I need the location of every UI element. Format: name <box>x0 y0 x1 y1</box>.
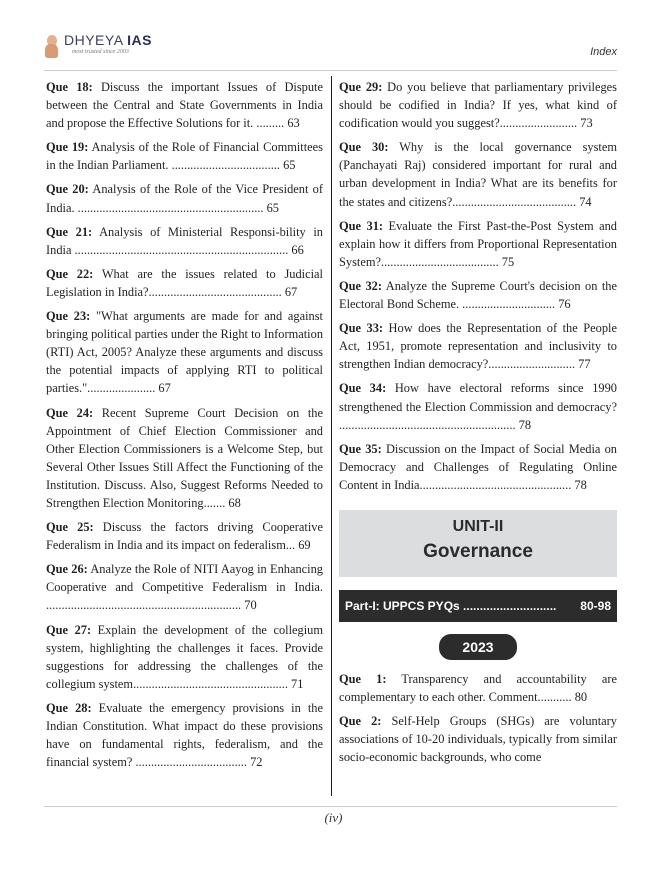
question-number: Que 21: <box>46 224 93 239</box>
left-column <box>46 78 323 777</box>
question-text: Self-Help Groups (SHGs) are voluntary associations of 10-20 individuals, typically from similar socio-economic backgrounds, who come <box>339 714 617 765</box>
question-text: Recent Supreme Court Decision on the Appointment of Chief Election Commissioner and Other Election Commissioners is a Welcome Step, but Several Other Issues Still Affect the Functioning of the Institution. Discuss. Also, Suggest Reforms Needed to Strengthen Election Monitoring....... 68 <box>46 405 323 510</box>
index-entry <box>339 379 617 433</box>
index-entry <box>339 138 617 210</box>
question-text: Transparency and accountability are complementary to each other. Comment........... 80 <box>339 671 618 705</box>
index-entry <box>46 78 323 132</box>
index-entry <box>46 265 323 301</box>
question-text: Evaluate the emergency provisions in the Indian Constitution. What impact do these provisions have on fundamental rights, federalism, and the financial system? .................................... 72 <box>46 700 323 770</box>
question-text: Analyze the Role of NITI Aayog in Enhancing Cooperative and Competitive Federalism in India. ............................................................... 70 <box>46 562 323 613</box>
index-entry <box>339 440 617 494</box>
index-entry <box>339 217 617 271</box>
question-number: Que 22: <box>46 266 94 281</box>
question-text: "What arguments are made for and against bringing political parties under the Right to Information (RTI) Act, 2005? Analyze these arguments and discuss the potential impacts of applying RTI to political parties."...................... 67 <box>46 309 324 396</box>
logo-name-light: DHYEYA <box>64 32 128 48</box>
question-text: Analyze the Supreme Court's decision on the Electoral Bond Scheme. .............................. 76 <box>339 278 617 312</box>
right-column <box>339 78 617 772</box>
logo-figure-icon <box>44 32 60 60</box>
question-number: Que 18: <box>46 80 93 94</box>
page-header <box>44 30 617 71</box>
question-number: Que 31: <box>339 218 384 233</box>
part-label: Part-I: UPPCS PYQs ............................ <box>345 598 557 613</box>
index-entry <box>46 699 323 771</box>
question-text: Discuss the important Issues of Dispute between the Central and State Governments in India and propose the Effective Solutions for it. ......... 63 <box>46 80 323 131</box>
question-text: Evaluate the First Past-the-Post System and explain how it differs from Proportional Representation System?...................................... 75 <box>339 218 617 269</box>
question-text: What are the issues related to Judicial Legislation in India?........................................... 67 <box>46 266 323 299</box>
index-entry <box>46 518 323 554</box>
index-entry <box>46 404 323 513</box>
page-number: (iv) <box>324 810 343 825</box>
index-entry <box>339 78 617 132</box>
section-label: Index <box>590 46 617 58</box>
index-entry <box>46 560 323 614</box>
question-number: Que 32: <box>339 278 382 293</box>
question-number: Que 27: <box>46 622 92 637</box>
question-number: Que 35: <box>339 441 382 456</box>
question-number: Que 30: <box>339 140 389 155</box>
column-divider <box>331 76 332 796</box>
index-entry <box>46 180 323 216</box>
logo-name-bold: IAS <box>127 32 152 48</box>
question-text: Explain the development of the collegium system, highlighting the challenges it faces. Provide suggestions for addressing the challenges of the collegium system.................................................. 71 <box>46 622 323 691</box>
year-badge: 2023 <box>439 634 517 660</box>
question-text: How have electoral reforms since 1990 strengthened the Election Commission and democracy? ......................................................... 78 <box>339 381 617 432</box>
unit-title: Governance <box>423 540 533 562</box>
question-number: Que 34: <box>339 381 387 396</box>
index-entry <box>46 138 323 174</box>
question-text: Discuss the factors driving Cooperative Federalism in India and its impact on federalism... 69 <box>46 520 323 553</box>
question-number: Que 29: <box>339 80 383 94</box>
logo-name <box>64 32 152 48</box>
index-entry <box>339 277 617 313</box>
question-text: Discussion on the Impact of Social Media on Democracy and Challenges of Regulating Online Content in India................................................. 78 <box>339 441 617 492</box>
index-entry <box>46 223 323 259</box>
index-entry <box>46 307 323 397</box>
question-number: Que 33: <box>339 321 384 336</box>
footer-divider <box>44 806 617 807</box>
question-number: Que 23: <box>46 309 91 324</box>
question-number: Que 1: <box>339 671 387 686</box>
index-entry <box>46 621 323 693</box>
question-number: Que 2: <box>339 714 382 729</box>
question-text: How does the Representation of the People Act, 1951, promote representation and inclusivity to strengthen Indian democracy?............................ 77 <box>339 321 617 372</box>
question-text: Analysis of the Role of the Vice President of India. ............................................................ 65 <box>46 182 323 215</box>
unit-heading-box <box>339 510 617 577</box>
logo-tagline: most trusted since 2003 <box>72 49 129 55</box>
index-entry <box>339 670 617 706</box>
question-text: Analysis of the Role of Financial Committees in the Indian Parliament. ................................... 65 <box>46 140 323 173</box>
question-text: Analysis of Ministerial Responsi-bility in India ..................................................................... 66 <box>46 224 323 257</box>
question-text: Why is the local governance system (Panchayati Raj) considered important for rural and urban development in India? What are its benefits for the states and citizens?........................................ 74 <box>339 140 617 209</box>
unit-label: UNIT-II <box>452 517 504 535</box>
question-number: Que 20: <box>46 182 89 197</box>
question-number: Que 28: <box>46 700 92 715</box>
part-bar <box>339 590 617 622</box>
question-number: Que 24: <box>46 405 94 420</box>
dhyeya-ias-logo <box>44 32 152 60</box>
index-entry <box>339 319 617 373</box>
question-number: Que 25: <box>46 520 94 535</box>
question-number: Que 19: <box>46 140 89 155</box>
index-entry <box>339 712 617 766</box>
question-text: Do you believe that parliamentary privileges should be codified in India? If yes, what kind of codification would you suggest?......................... 73 <box>339 80 617 131</box>
part-pages: 80-98 <box>580 598 611 613</box>
question-number: Que 26: <box>46 562 88 577</box>
